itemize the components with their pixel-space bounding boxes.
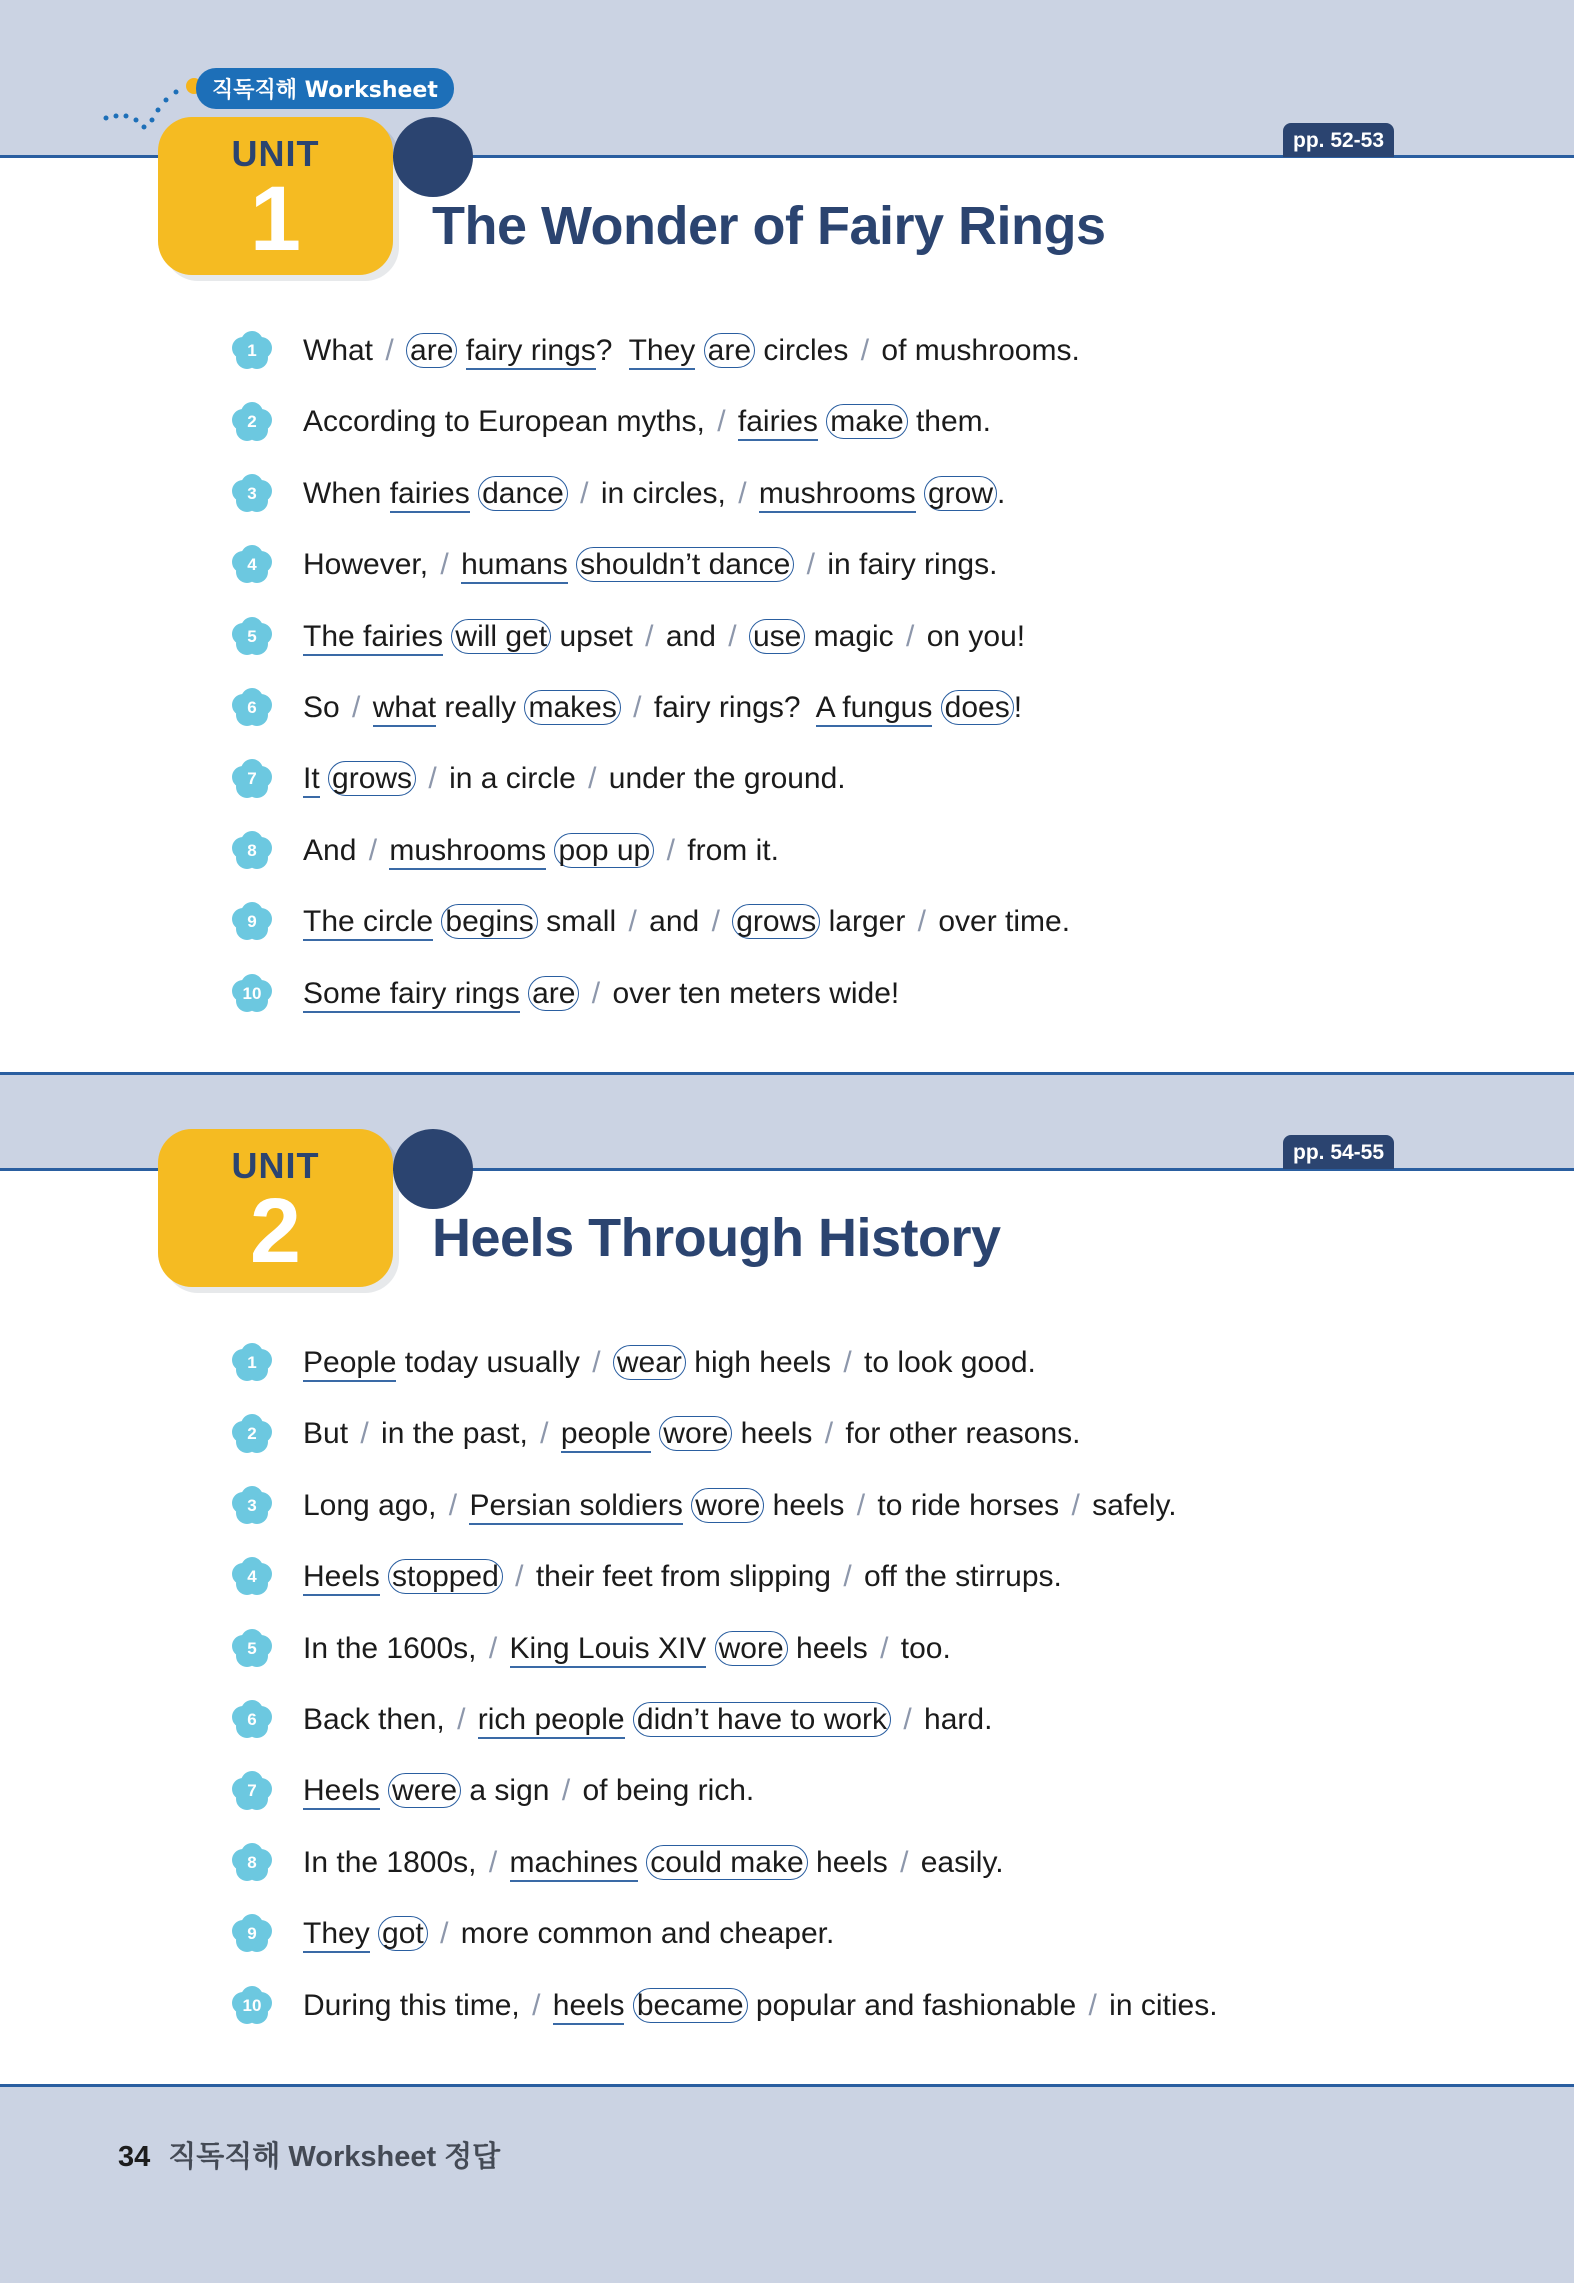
- unit-1-tab: [393, 117, 473, 197]
- plain-text: in circles,: [600, 476, 735, 510]
- sentence-number: 5: [247, 1638, 257, 1658]
- sentence-text: [303, 970, 899, 1018]
- subject-underlined: Heels: [303, 1560, 380, 1596]
- chunk-slash: /: [824, 1417, 834, 1451]
- unit-2-badge: [158, 1129, 393, 1287]
- sentence-number: 8: [247, 840, 257, 860]
- plain-text: Back then,: [303, 1702, 454, 1736]
- plain-text: heels: [732, 1417, 821, 1451]
- plain-text: to ride horses: [869, 1488, 1068, 1522]
- verb-circled: wear: [613, 1345, 686, 1380]
- subject-underlined: The fairies: [303, 620, 443, 656]
- subject-underlined: Some fairy rings: [303, 977, 520, 1013]
- plain-text: [320, 762, 328, 795]
- sentence-text: [303, 541, 997, 589]
- plain-text: under the ground.: [600, 762, 846, 796]
- verb-circled: begins: [441, 904, 537, 939]
- sentence-number: 1: [247, 341, 257, 360]
- chunk-slash: /: [628, 905, 637, 939]
- sentence-number: 3: [247, 1495, 257, 1515]
- plain-text: popular and fashionable: [747, 1988, 1085, 2022]
- sentence-number: 1: [247, 1353, 257, 1372]
- chunk-slash: /: [431, 1917, 457, 1951]
- chunk-slash: /: [906, 619, 915, 653]
- plain-text: [364, 691, 372, 724]
- plain-text: heels: [764, 1488, 853, 1522]
- flower-number-icon: [232, 1986, 272, 2026]
- sentence-number: 10: [242, 1995, 262, 2015]
- chunk-slash: /: [588, 762, 597, 796]
- plain-text: [741, 620, 749, 653]
- flower-number-icon: [232, 1771, 272, 1811]
- unit-2-pages: pp. 54-55: [1283, 1135, 1394, 1169]
- subject-underlined: fairies: [390, 477, 470, 513]
- plain-text: [638, 1846, 646, 1879]
- plain-text: But: [303, 1417, 357, 1451]
- verb-circled: wore: [691, 1488, 764, 1523]
- chunk-slash: /: [440, 548, 449, 582]
- flower-number-icon: [232, 1914, 272, 1954]
- plain-text: heels: [787, 1631, 877, 1665]
- page-number: 34: [118, 2141, 151, 2173]
- plain-text: and: [657, 619, 725, 653]
- plain-text: [625, 1703, 633, 1736]
- plain-text: safely.: [1083, 1488, 1177, 1522]
- chunk-slash: /: [895, 1702, 921, 1736]
- verb-circled: grows: [328, 761, 416, 796]
- plain-text: in cities.: [1100, 1988, 1218, 2022]
- plain-text: over time.: [930, 905, 1071, 939]
- plain-text: circles: [755, 334, 857, 367]
- sentence-text: [303, 470, 1005, 518]
- plain-text: [453, 548, 461, 581]
- plain-text: from it.: [687, 833, 779, 867]
- plain-text: .: [997, 476, 1006, 510]
- plain-text: [624, 1989, 632, 2022]
- verb-circled: stopped: [388, 1559, 503, 1594]
- verb-circled: wore: [659, 1416, 732, 1451]
- verb-circled: makes: [524, 690, 620, 725]
- chunk-slash: /: [583, 976, 609, 1010]
- plain-text: in fairy rings.: [827, 548, 998, 582]
- plain-text: and: [640, 905, 708, 939]
- plain-text: [605, 1346, 613, 1379]
- flower-number-icon: [232, 617, 272, 657]
- flower-number-icon: [232, 688, 272, 728]
- plain-text: fairy rings?: [653, 690, 816, 724]
- sentence-text: [303, 1410, 1081, 1458]
- sentence-number: 2: [247, 412, 257, 432]
- unit-1-title: The Wonder of Fairy Rings: [432, 196, 1106, 256]
- subject-underlined: fairy rings: [466, 334, 596, 370]
- chunk-slash: /: [843, 1560, 852, 1594]
- plain-text: [544, 1989, 552, 2022]
- flower-number-icon: [232, 331, 272, 371]
- verb-circled: make: [826, 404, 907, 439]
- sentence-text: [303, 1339, 1036, 1387]
- plain-text: [916, 477, 924, 510]
- plain-text: During this time,: [303, 1988, 529, 2022]
- subject-underlined: The circle: [303, 905, 433, 941]
- verb-circled: could make: [646, 1845, 807, 1880]
- chunk-slash: /: [532, 1988, 541, 2022]
- flower-number-icon: [232, 831, 272, 871]
- sentence-number: 6: [247, 1709, 257, 1729]
- chunk-slash: /: [917, 905, 926, 939]
- verb-circled: use: [749, 619, 805, 654]
- plain-text: What: [303, 334, 374, 367]
- sentence-text: [303, 1910, 834, 1958]
- plain-text: small: [537, 905, 625, 939]
- plain-text: off the stirrups.: [855, 1560, 1062, 1594]
- chunk-slash: /: [717, 405, 726, 439]
- unit-1-word: UNIT: [231, 133, 320, 174]
- subject-underlined: They: [303, 1917, 370, 1953]
- plain-text: [520, 977, 528, 1010]
- plain-text: [932, 691, 940, 724]
- verb-circled: pop up: [554, 833, 654, 868]
- plain-text: more common and cheaper.: [460, 1917, 835, 1951]
- plain-text: [730, 405, 738, 438]
- page-footer: [118, 2134, 500, 2175]
- plain-text: a sign: [461, 1774, 558, 1808]
- chunk-slash: /: [624, 690, 650, 724]
- chunk-slash: /: [540, 1417, 549, 1451]
- chunk-slash: /: [368, 833, 378, 867]
- plain-text: [751, 477, 759, 510]
- plain-text: on you!: [918, 619, 1026, 653]
- plain-text: upset: [551, 619, 642, 653]
- subject-underlined: King Louis XIV: [510, 1632, 707, 1668]
- subject-underlined: A fungus: [816, 691, 933, 727]
- plain-text: Long ago,: [303, 1488, 445, 1522]
- sentence-number: 8: [247, 1852, 257, 1872]
- plain-text: to look good.: [855, 1346, 1036, 1379]
- plain-text: [370, 1917, 378, 1950]
- unit-2-number: 2: [249, 1180, 302, 1282]
- subject-underlined: machines: [510, 1846, 638, 1882]
- chunk-slash: /: [1071, 1488, 1080, 1522]
- chunk-slash: /: [448, 1488, 458, 1522]
- flower-number-icon: [232, 474, 272, 514]
- plain-text: So: [303, 690, 349, 724]
- plain-text: for other reasons.: [837, 1417, 1081, 1451]
- sentence-text: [303, 1696, 992, 1744]
- flower-number-icon: [232, 759, 272, 799]
- chunk-slash: /: [352, 690, 361, 724]
- sentence-text: [303, 1553, 1062, 1601]
- chunk-slash: /: [645, 619, 654, 653]
- plain-text: [568, 548, 576, 581]
- chunk-slash: /: [798, 548, 824, 582]
- chunk-slash: /: [592, 1346, 601, 1379]
- unit-1-number: 1: [249, 168, 302, 270]
- chunk-slash: /: [728, 619, 737, 653]
- unit-2-word: UNIT: [231, 1145, 320, 1186]
- verb-circled: shouldn’t dance: [576, 547, 794, 582]
- subject-underlined: Persian soldiers: [469, 1489, 682, 1525]
- flower-number-icon: [232, 902, 272, 942]
- plain-text: [501, 1632, 509, 1665]
- plain-text: When: [303, 476, 390, 510]
- plain-text: larger: [820, 905, 914, 939]
- plain-text: of mushrooms.: [873, 334, 1080, 367]
- plain-text: high heels: [685, 1346, 840, 1379]
- flower-number-icon: [232, 1414, 272, 1454]
- sentence-number: 10: [242, 983, 262, 1003]
- unit-1-pages: pp. 52-53: [1283, 123, 1394, 157]
- flower-number-icon: [232, 545, 272, 585]
- verb-circled: grow: [924, 476, 997, 511]
- sentence-number: 5: [247, 626, 257, 646]
- verb-circled: became: [633, 1988, 748, 2023]
- sentence-number: 9: [247, 1924, 257, 1944]
- plain-text: In the 1800s,: [303, 1845, 485, 1879]
- sentence-number: 3: [247, 483, 257, 503]
- plain-text: their feet from slipping: [535, 1560, 840, 1594]
- plain-text: in a circle: [449, 762, 585, 796]
- subject-underlined: people: [561, 1417, 651, 1453]
- sentence-text: [303, 1839, 1004, 1887]
- plain-text: !: [1013, 690, 1023, 724]
- plain-text: in the past,: [372, 1417, 537, 1451]
- plain-text: of being rich.: [574, 1774, 755, 1808]
- chunk-slash: /: [488, 1845, 498, 1879]
- verb-circled: grows: [732, 904, 820, 939]
- unit-1-badge: [158, 117, 393, 275]
- sentence-number: 6: [247, 697, 257, 717]
- plain-text: heels: [807, 1845, 897, 1879]
- subject-underlined: rich people: [478, 1703, 625, 1739]
- chunk-slash: /: [571, 476, 597, 510]
- sentence-text: [303, 898, 1070, 946]
- chunk-slash: /: [457, 1702, 466, 1736]
- sentence-text: [303, 1767, 754, 1815]
- sentence-text: [303, 827, 779, 875]
- plain-text: [469, 1703, 477, 1736]
- plain-text: [457, 334, 465, 367]
- sentence-text: [303, 1625, 951, 1673]
- chunk-slash: /: [1088, 1988, 1097, 2022]
- plain-text: [724, 905, 732, 938]
- plain-text: [706, 1632, 714, 1665]
- unit-2-title: Heels Through History: [432, 1208, 1001, 1268]
- subject-underlined: humans: [461, 548, 568, 584]
- plain-text: really: [436, 690, 525, 724]
- plain-text: too.: [892, 1631, 951, 1665]
- sentence-number: 7: [247, 1781, 257, 1801]
- subject-underlined: mushrooms: [759, 477, 916, 513]
- verb-circled: were: [388, 1773, 461, 1808]
- worksheet-tag-label: 직독직해 Worksheet: [196, 68, 454, 109]
- chunk-slash: /: [360, 1417, 369, 1451]
- verb-circled: got: [378, 1916, 428, 1951]
- plain-text: [380, 1560, 388, 1593]
- verb-circled: will get: [451, 619, 551, 654]
- plain-text: And: [303, 833, 365, 867]
- flower-number-icon: [232, 974, 272, 1014]
- verb-circled: are: [406, 333, 457, 368]
- plain-text: [553, 1417, 561, 1450]
- subject-underlined: People: [303, 1346, 396, 1382]
- sentence-text: [303, 1482, 1177, 1530]
- plain-text: them.: [907, 405, 992, 439]
- plain-text: [695, 334, 703, 367]
- sentence-text: [303, 1982, 1218, 2030]
- sentence-text: [303, 613, 1025, 661]
- plain-text: today usually: [396, 1346, 589, 1379]
- subject-underlined: what: [373, 691, 436, 727]
- footer-label: 직독직해 Worksheet 정답: [168, 2141, 501, 2173]
- verb-circled: dance: [478, 476, 568, 511]
- plain-text: hard.: [924, 1702, 993, 1736]
- flower-number-icon: [232, 1843, 272, 1883]
- plain-text: However,: [303, 548, 437, 582]
- subject-underlined: They: [629, 334, 696, 370]
- flower-number-icon: [232, 1557, 272, 1597]
- flower-number-icon: [232, 1486, 272, 1526]
- sentence-number: 4: [247, 1567, 257, 1587]
- chunk-slash: /: [420, 762, 446, 796]
- subject-underlined: Heels: [303, 1774, 380, 1810]
- plain-text: over ten meters wide!: [612, 976, 900, 1010]
- plain-text: According to European myths,: [303, 405, 714, 439]
- verb-circled: are: [528, 976, 579, 1011]
- verb-circled: are: [704, 333, 755, 368]
- chunk-slash: /: [843, 1346, 852, 1379]
- flower-number-icon: [232, 1343, 272, 1383]
- plain-text: ?: [595, 334, 629, 367]
- verb-circled: didn’t have to work: [633, 1702, 891, 1737]
- chunk-slash: /: [900, 1845, 909, 1879]
- subject-underlined: fairies: [738, 405, 818, 441]
- sentence-text: [303, 327, 1080, 375]
- chunk-slash: /: [880, 1631, 889, 1665]
- subject-underlined: mushrooms: [389, 834, 546, 870]
- unit-2-tab: [393, 1129, 473, 1209]
- verb-circled: wore: [715, 1631, 788, 1666]
- chunk-slash: /: [561, 1774, 571, 1808]
- plain-text: In the 1600s,: [303, 1631, 485, 1665]
- plain-text: magic: [805, 619, 903, 653]
- chunk-slash: /: [711, 905, 720, 939]
- subject-underlined: It: [303, 762, 320, 798]
- flower-number-icon: [232, 402, 272, 442]
- sentence-number: 2: [247, 1424, 257, 1444]
- sentence-number: 4: [247, 555, 257, 575]
- chunk-slash: /: [658, 833, 684, 867]
- sentence-text: [303, 398, 991, 446]
- chunk-slash: /: [738, 476, 747, 510]
- plain-text: [501, 1846, 509, 1879]
- sentence-number: 7: [247, 769, 257, 789]
- verb-circled: does: [941, 690, 1014, 725]
- plain-text: easily.: [912, 1845, 1004, 1879]
- chunk-slash: /: [488, 1631, 498, 1665]
- chunk-slash: /: [377, 334, 403, 367]
- sentence-text: [303, 684, 1022, 732]
- sentence-text: [303, 755, 846, 803]
- chunk-slash: /: [506, 1560, 532, 1594]
- sentence-number: 9: [247, 912, 257, 932]
- flower-number-icon: [232, 1629, 272, 1669]
- subject-underlined: heels: [553, 1989, 625, 2025]
- flower-number-icon: [232, 1700, 272, 1740]
- plain-text: [470, 477, 478, 510]
- chunk-slash: /: [860, 334, 870, 367]
- plain-text: [380, 1774, 388, 1807]
- chunk-slash: /: [856, 1488, 866, 1522]
- plain-text: [683, 1489, 691, 1522]
